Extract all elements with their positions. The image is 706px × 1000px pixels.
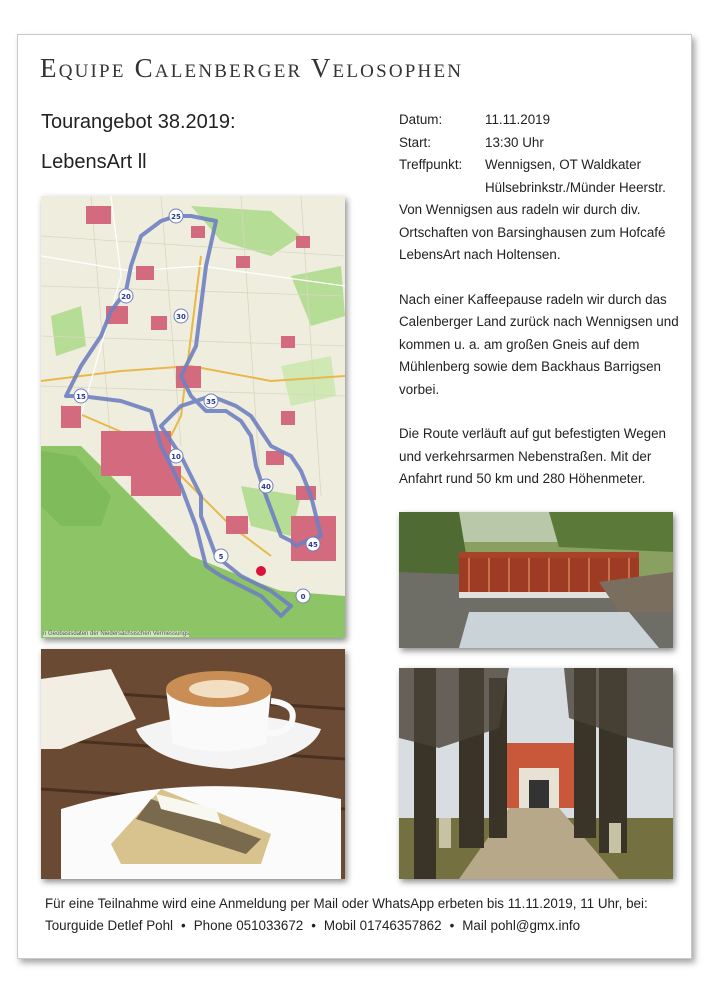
km-marker: 35 [206,398,216,406]
tree-avenue-photo [399,668,673,879]
route-map [41,196,345,638]
mobile-number[interactable]: Mobil 01746357862 [323,918,442,933]
flyer-page [17,34,692,959]
page-title: Equipe Calenberger Velosophen [40,53,464,83]
tour-title: Tourangebot 38.2019: [41,111,236,133]
info-label [399,177,485,200]
separator: • [181,918,186,933]
map-credit: n Geobasisdaten der Niedersächsischen Vermessungs [43,631,190,637]
coffee-image [41,649,345,879]
description-paragraph: Von Wennigsen aus radeln wir durch div. Ortschaften von Barsinghausen zum Hofcafé LebensArt nach Holtensen. [399,202,666,262]
info-row-date [399,109,689,132]
info-row-meeting [399,154,689,177]
avenue-image [399,668,673,879]
contact-footer [45,893,685,937]
tourguide-name: Tourguide Detlef Pohl [45,918,174,933]
description-paragraph: Nach einer Kaffeepause radeln wir durch das Calenberger Land zurück nach Wennigsen und kommen u. a. am großen Gneis auf dem Mühlenberg sowie dem Backhaus Barrigsen vorbei. [399,291,679,397]
bridge-image [399,512,673,648]
km-marker: 25 [171,213,181,221]
info-value: 11.11.2019 [485,112,551,127]
info-row-start [399,132,689,155]
coffee-cake-photo [41,649,345,879]
description-paragraph: Die Route verläuft auf gut befestigten Wegen und verkehrsarmen Nebenstraßen. Mit der Anfahrt rund 50 km und 280 Höhenmeter. [399,426,666,486]
km-marker: 15 [76,393,86,401]
info-value: Wennigsen, OT Waldkater [485,157,642,172]
start-pin-icon [256,566,266,576]
km-marker: 5 [218,553,224,561]
bridge-photo [399,512,673,648]
km-marker: 10 [171,453,181,461]
km-marker: 40 [261,483,271,491]
info-label: Datum: [399,112,443,127]
contact-line [45,915,685,937]
email-link[interactable]: Mail pohl@gmx.info [462,918,581,933]
tour-subtitle: LebensArt ll [41,151,147,173]
km-marker: 20 [121,293,131,301]
phone-number[interactable]: Phone 051033672 [193,918,304,933]
km-marker: 45 [308,541,318,549]
separator: • [311,918,316,933]
info-label: Treffpunkt: [399,157,463,172]
info-value: Hülsebrinkstr./Münder Heerstr. [485,179,666,195]
map-graphic [41,196,345,638]
info-row-meeting-address [399,177,689,200]
separator: • [449,918,455,933]
info-value: 13:30 Uhr [485,134,544,150]
km-marker: 30 [176,313,186,321]
tour-info [399,109,689,199]
info-label: Start: [399,134,431,150]
registration-note: Für eine Teilnahme wird eine Anmeldung per Mail oder WhatsApp erbeten bis 11.11.2019, 11 Uhr, bei: [45,896,648,911]
km-marker: 0 [300,593,306,601]
tour-description [399,199,689,513]
